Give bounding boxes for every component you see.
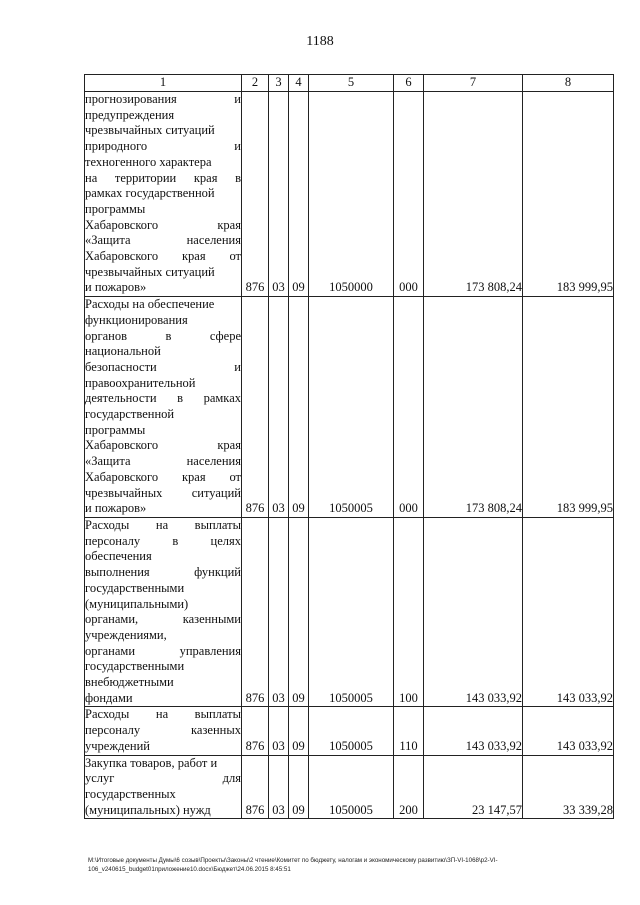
- amount-year-1: 143 033,92: [424, 707, 523, 755]
- description-line: «Защита населения: [85, 233, 241, 248]
- budget-table: [84, 74, 614, 819]
- description-line: чрезвычайных ситуаций: [85, 485, 241, 500]
- description-line: национальной: [85, 344, 161, 359]
- column-header: 4: [289, 75, 309, 92]
- column-header: 7: [424, 75, 523, 92]
- expense-type-code: 100: [394, 517, 424, 706]
- description-line: Хабаровского края: [85, 217, 241, 232]
- amount-year-2: 143 033,92: [523, 707, 614, 755]
- ministry-code: 876: [242, 707, 269, 755]
- description-line: программы: [85, 422, 146, 437]
- description-line: услуг для: [85, 771, 241, 786]
- amount-year-1: 173 808,24: [424, 92, 523, 297]
- description-line: деятельности в рамках: [85, 391, 241, 406]
- subsection-code: 09: [289, 517, 309, 706]
- ministry-code: 876: [242, 517, 269, 706]
- description-line: учреждениями,: [85, 627, 167, 642]
- amount-year-1: 173 808,24: [424, 297, 523, 518]
- column-header: 2: [242, 75, 269, 92]
- table-row: [85, 755, 614, 819]
- description-line: Хабаровского края от: [85, 249, 241, 264]
- section-code: 03: [269, 517, 289, 706]
- description-line: фондами: [85, 690, 133, 705]
- description-line: и пожаров»: [85, 280, 147, 295]
- table-row: [85, 297, 614, 518]
- description-line: Расходы на выплаты: [85, 707, 241, 722]
- description-line: персоналу казенных: [85, 723, 241, 738]
- description-line: Расходы на обеспечение: [85, 297, 215, 312]
- description-line: рамках государственной: [85, 186, 215, 201]
- ministry-code: 876: [242, 755, 269, 819]
- amount-year-1: 23 147,57: [424, 755, 523, 819]
- ministry-code: 876: [242, 92, 269, 297]
- column-header: 6: [394, 75, 424, 92]
- row-description: [85, 755, 242, 819]
- target-article-code: 1050005: [309, 517, 394, 706]
- expense-type-code: 000: [394, 297, 424, 518]
- description-line: (муниципальными): [85, 596, 189, 611]
- description-line: внебюджетными: [85, 675, 174, 690]
- column-header: 3: [269, 75, 289, 92]
- section-code: 03: [269, 92, 289, 297]
- description-line: на территории края в: [85, 170, 241, 185]
- description-line: техногенного характера: [85, 154, 212, 169]
- column-header: 5: [309, 75, 394, 92]
- section-code: 03: [269, 755, 289, 819]
- subsection-code: 09: [289, 707, 309, 755]
- row-description: [85, 297, 242, 518]
- section-code: 03: [269, 297, 289, 518]
- description-line: Хабаровского края: [85, 438, 241, 453]
- description-line: функционирования: [85, 312, 188, 327]
- row-description: [85, 92, 242, 297]
- description-line: выполнения функций: [85, 565, 241, 580]
- row-description: [85, 707, 242, 755]
- description-line: программы: [85, 201, 146, 216]
- ministry-code: 876: [242, 297, 269, 518]
- description-line: персоналу в целях: [85, 533, 241, 548]
- description-line: чрезвычайных ситуаций: [85, 123, 215, 138]
- footer-line: M:\Итоговые документы Думы\6 созыв\Проекты\Законы\2 чтение\Комитет по бюджету, налогам и экономическому развитию\ЗП-VI-1068\р2-VI-: [88, 857, 498, 864]
- table-row: [85, 92, 614, 297]
- expense-type-code: 000: [394, 92, 424, 297]
- description-line: «Защита населения: [85, 454, 241, 469]
- description-line: государственными: [85, 659, 185, 674]
- description-line: Закупка товаров, работ и: [85, 755, 218, 770]
- description-line: чрезвычайных ситуаций: [85, 264, 215, 279]
- description-line: органов в сфере: [85, 328, 241, 343]
- column-header: 1: [85, 75, 242, 92]
- description-line: государственной: [85, 407, 175, 422]
- amount-year-2: 33 339,28: [523, 755, 614, 819]
- description-line: (муниципальных) нужд: [85, 802, 211, 817]
- page-number: 1188: [306, 34, 334, 49]
- file-path-footer: [88, 856, 608, 874]
- header-row: [85, 75, 614, 92]
- description-line: правоохранительной: [85, 375, 196, 390]
- description-line: обеспечения: [85, 549, 152, 564]
- description-line: учреждений: [85, 738, 150, 753]
- description-line: прогнозирования и: [85, 92, 241, 106]
- description-line: безопасности и: [85, 359, 241, 374]
- target-article-code: 1050000: [309, 92, 394, 297]
- amount-year-1: 143 033,92: [424, 517, 523, 706]
- column-header: 8: [523, 75, 614, 92]
- amount-year-2: 183 999,95: [523, 297, 614, 518]
- description-line: органами управления: [85, 643, 241, 658]
- footer-line: 106_v240615_budget01приложение10.docx\Бюджет\24.06.2015 8:45:51: [88, 866, 291, 873]
- expense-type-code: 110: [394, 707, 424, 755]
- description-line: природного и: [85, 139, 241, 154]
- subsection-code: 09: [289, 297, 309, 518]
- subsection-code: 09: [289, 92, 309, 297]
- description-line: органами, казенными: [85, 612, 241, 627]
- expense-type-code: 200: [394, 755, 424, 819]
- target-article-code: 1050005: [309, 707, 394, 755]
- description-line: государственными: [85, 580, 185, 595]
- section-code: 03: [269, 707, 289, 755]
- table-row: [85, 707, 614, 755]
- description-line: предупреждения: [85, 107, 175, 122]
- subsection-code: 09: [289, 755, 309, 819]
- table-row: [85, 517, 614, 706]
- target-article-code: 1050005: [309, 755, 394, 819]
- description-line: и пожаров»: [85, 501, 147, 516]
- description-line: Хабаровского края от: [85, 469, 241, 484]
- description-line: Расходы на выплаты: [85, 517, 241, 532]
- amount-year-2: 183 999,95: [523, 92, 614, 297]
- description-line: государственных: [85, 786, 176, 801]
- amount-year-2: 143 033,92: [523, 517, 614, 706]
- target-article-code: 1050005: [309, 297, 394, 518]
- row-description: [85, 517, 242, 706]
